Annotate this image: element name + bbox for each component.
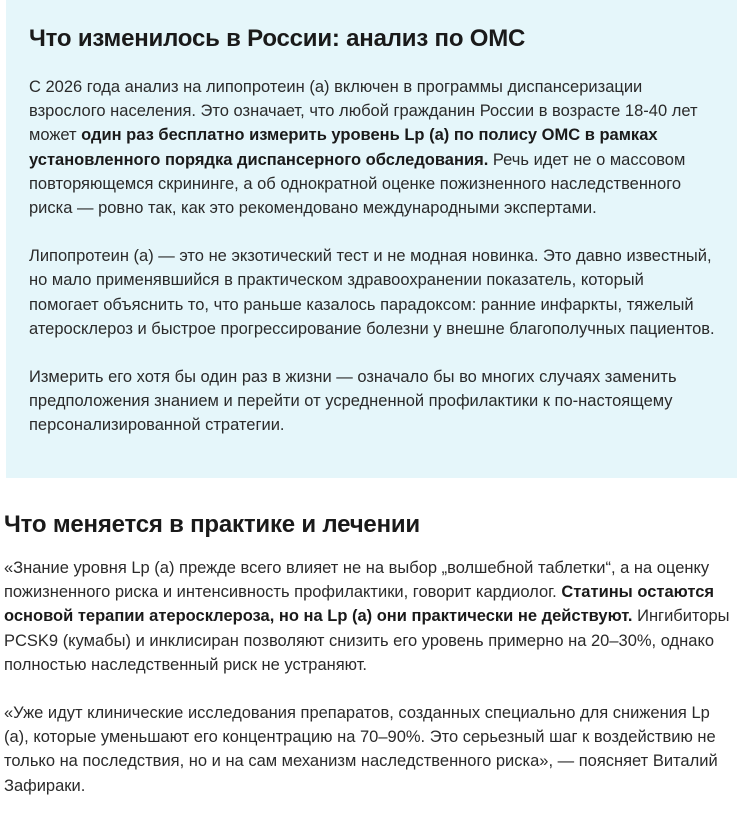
section-heading: Что меняется в практике и лечении [4, 511, 420, 538]
practice-section [4, 508, 734, 822]
callout-paragraph-1 [29, 75, 717, 220]
section-p1-bold: Статины остаются основой терапии атеросклероза, но на Lp (а) они практически не действуют. [4, 583, 714, 626]
callout-paragraph-2: Липопротеин (а) — это не экзотический тест и не модная новинка. Это давно известный, но мало применявшийся в практическом здравоохранении показатель, который помогает объяснить то, что раньше казалось парадоксом: ранние инфаркты, тяжелый атеросклероз и быстрое прогрессирование болезни у внешне благополучных пациентов. [29, 247, 715, 338]
section-paragraph-1 [4, 556, 734, 677]
section-paragraph-2: «Уже идут клинические исследования препаратов, созданных специально для снижения Lp (а), которые уменьшают его концентрацию на 70–90%. Это серьезный шаг к воздействию не только на последствия, но и на сам механизм наследственного риска», — поясняет Виталий Зафираки. [4, 704, 718, 795]
callout-p1-bold: один раз бесплатно измерить уровень Lp (а) по полису ОМС в рамках установленного порядка диспансерного обследования. [29, 126, 658, 169]
callout-p1-text-a: С 2026 года анализ на липопротеин (а) включен в программы диспансеризации взрослого населения. Это означает, что любой гражданин России в возрасте 18-40 лет может [29, 78, 698, 145]
callout-paragraph-3: Измерить его хотя бы один раз в жизни — означало бы во многих случаях заменить предположения знанием и перейти от усредненной профилактики к по-настоящему персонализированной стратегии. [29, 368, 677, 435]
callout-p1-text-b: Речь идет не о массовом повторяющемся скрининге, а об однократной оценке пожизненного наследственного риска — ровно так, как это рекомендовано международными экспертами. [29, 150, 686, 218]
section-p1-text-b: Ингибиторы PCSK9 (кумабы) и инклисиран позволяют снизить его уровень примерно на 20–30%, однако полностью наследственный риск не устраняют. [4, 607, 730, 674]
section-p1-text-a: «Знание уровня Lp (а) прежде всего влияет не на выбор „волшебной таблетки“, а на оценку пожизненного риска и интенсивность профилактики, говорит кардиолог. [4, 559, 710, 602]
highlight-box [6, 0, 737, 478]
callout-heading: Что изменилось в России: анализ по ОМС [29, 25, 526, 52]
